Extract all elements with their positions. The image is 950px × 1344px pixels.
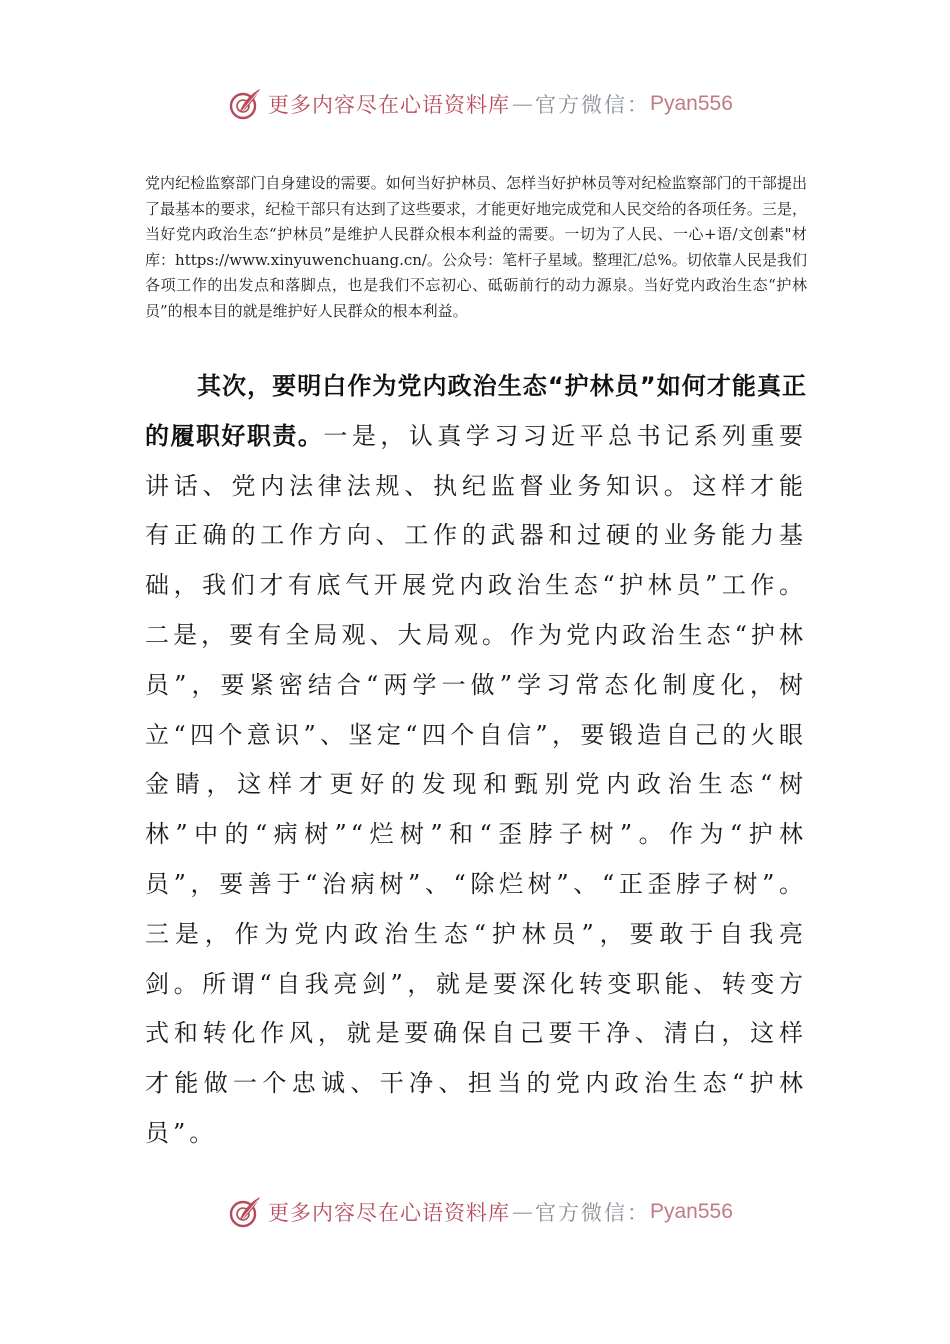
wechat-id: Pyan556: [650, 92, 733, 115]
wechat-id: Pyan556: [650, 1200, 733, 1223]
section-paragraph: [145, 362, 807, 1159]
site-name: 更多内容尽在心语资料库: [268, 93, 510, 117]
site-name: 更多内容尽在心语资料库: [268, 1201, 510, 1225]
section-heading: 其次，要明白作为党内政治生态“护林员”如何才能真正的履职好职责。: [145, 372, 807, 450]
feather-circle-logo-icon: [228, 87, 262, 121]
footer-banner: [228, 1192, 733, 1232]
wechat-label: 官方微信：: [535, 1201, 650, 1225]
feather-circle-logo-icon: [228, 1195, 262, 1229]
section-body: 一是，认真学习习近平总书记系列重要讲话、党内法律法规、执纪监督业务知识。这样才能有正确的工作方向、工作的武器和过硬的业务能力基础，我们才有底气开展党内政治生态“护林员”工作。二是，要有全局观、大局观。作为党内政治生态“护林员”，要紧密结合“两学一做”学习常态化制度化，树立“四个意识”、坚定“四个自信”，要锻造自己的火眼金睛，这样才更好的发现和甄别党内政治生态“树林”中的“病树”“烂树”和“歪脖子树”。作为“护林员”，要善于“治病树”、“除烂树”、“正歪脖子树”。三是，作为党内政治生态“护林员”，要敢于自我亮剑。所谓“自我亮剑”，就是要深化转变职能、转变方式和转化作风，就是要确保自己要干净、清白，这样才能做一个忠诚、干净、担当的党内政治生态“护林员”。: [145, 421, 808, 1147]
header-banner: [228, 84, 733, 124]
separator: —: [512, 1200, 533, 1224]
wechat-label: 官方微信：: [535, 93, 650, 117]
intro-paragraph: 党内纪检监察部门自身建设的需要。如何当好护林员、怎样当好护林员等对纪检监察部门的干部提出了最基本的要求，纪检干部只有达到了这些要求，才能更好地完成党和人民交给的各项任务。三是，当好党内政治生态“护林员”是维护人民群众根本利益的需要。一切为了人民、一心+语/文创素"材库：https://www.xinyuwenchuang.cn/。公众号：笔杆子星域。整理汇/总%。切依靠人民是我们各项工作的出发点和落脚点，也是我们不忘初心、砥砺前行的动力源泉。当好党内政治生态“护林员”的根本目的就是维护好人民群众的根本利益。: [145, 174, 807, 320]
separator: —: [512, 92, 533, 116]
